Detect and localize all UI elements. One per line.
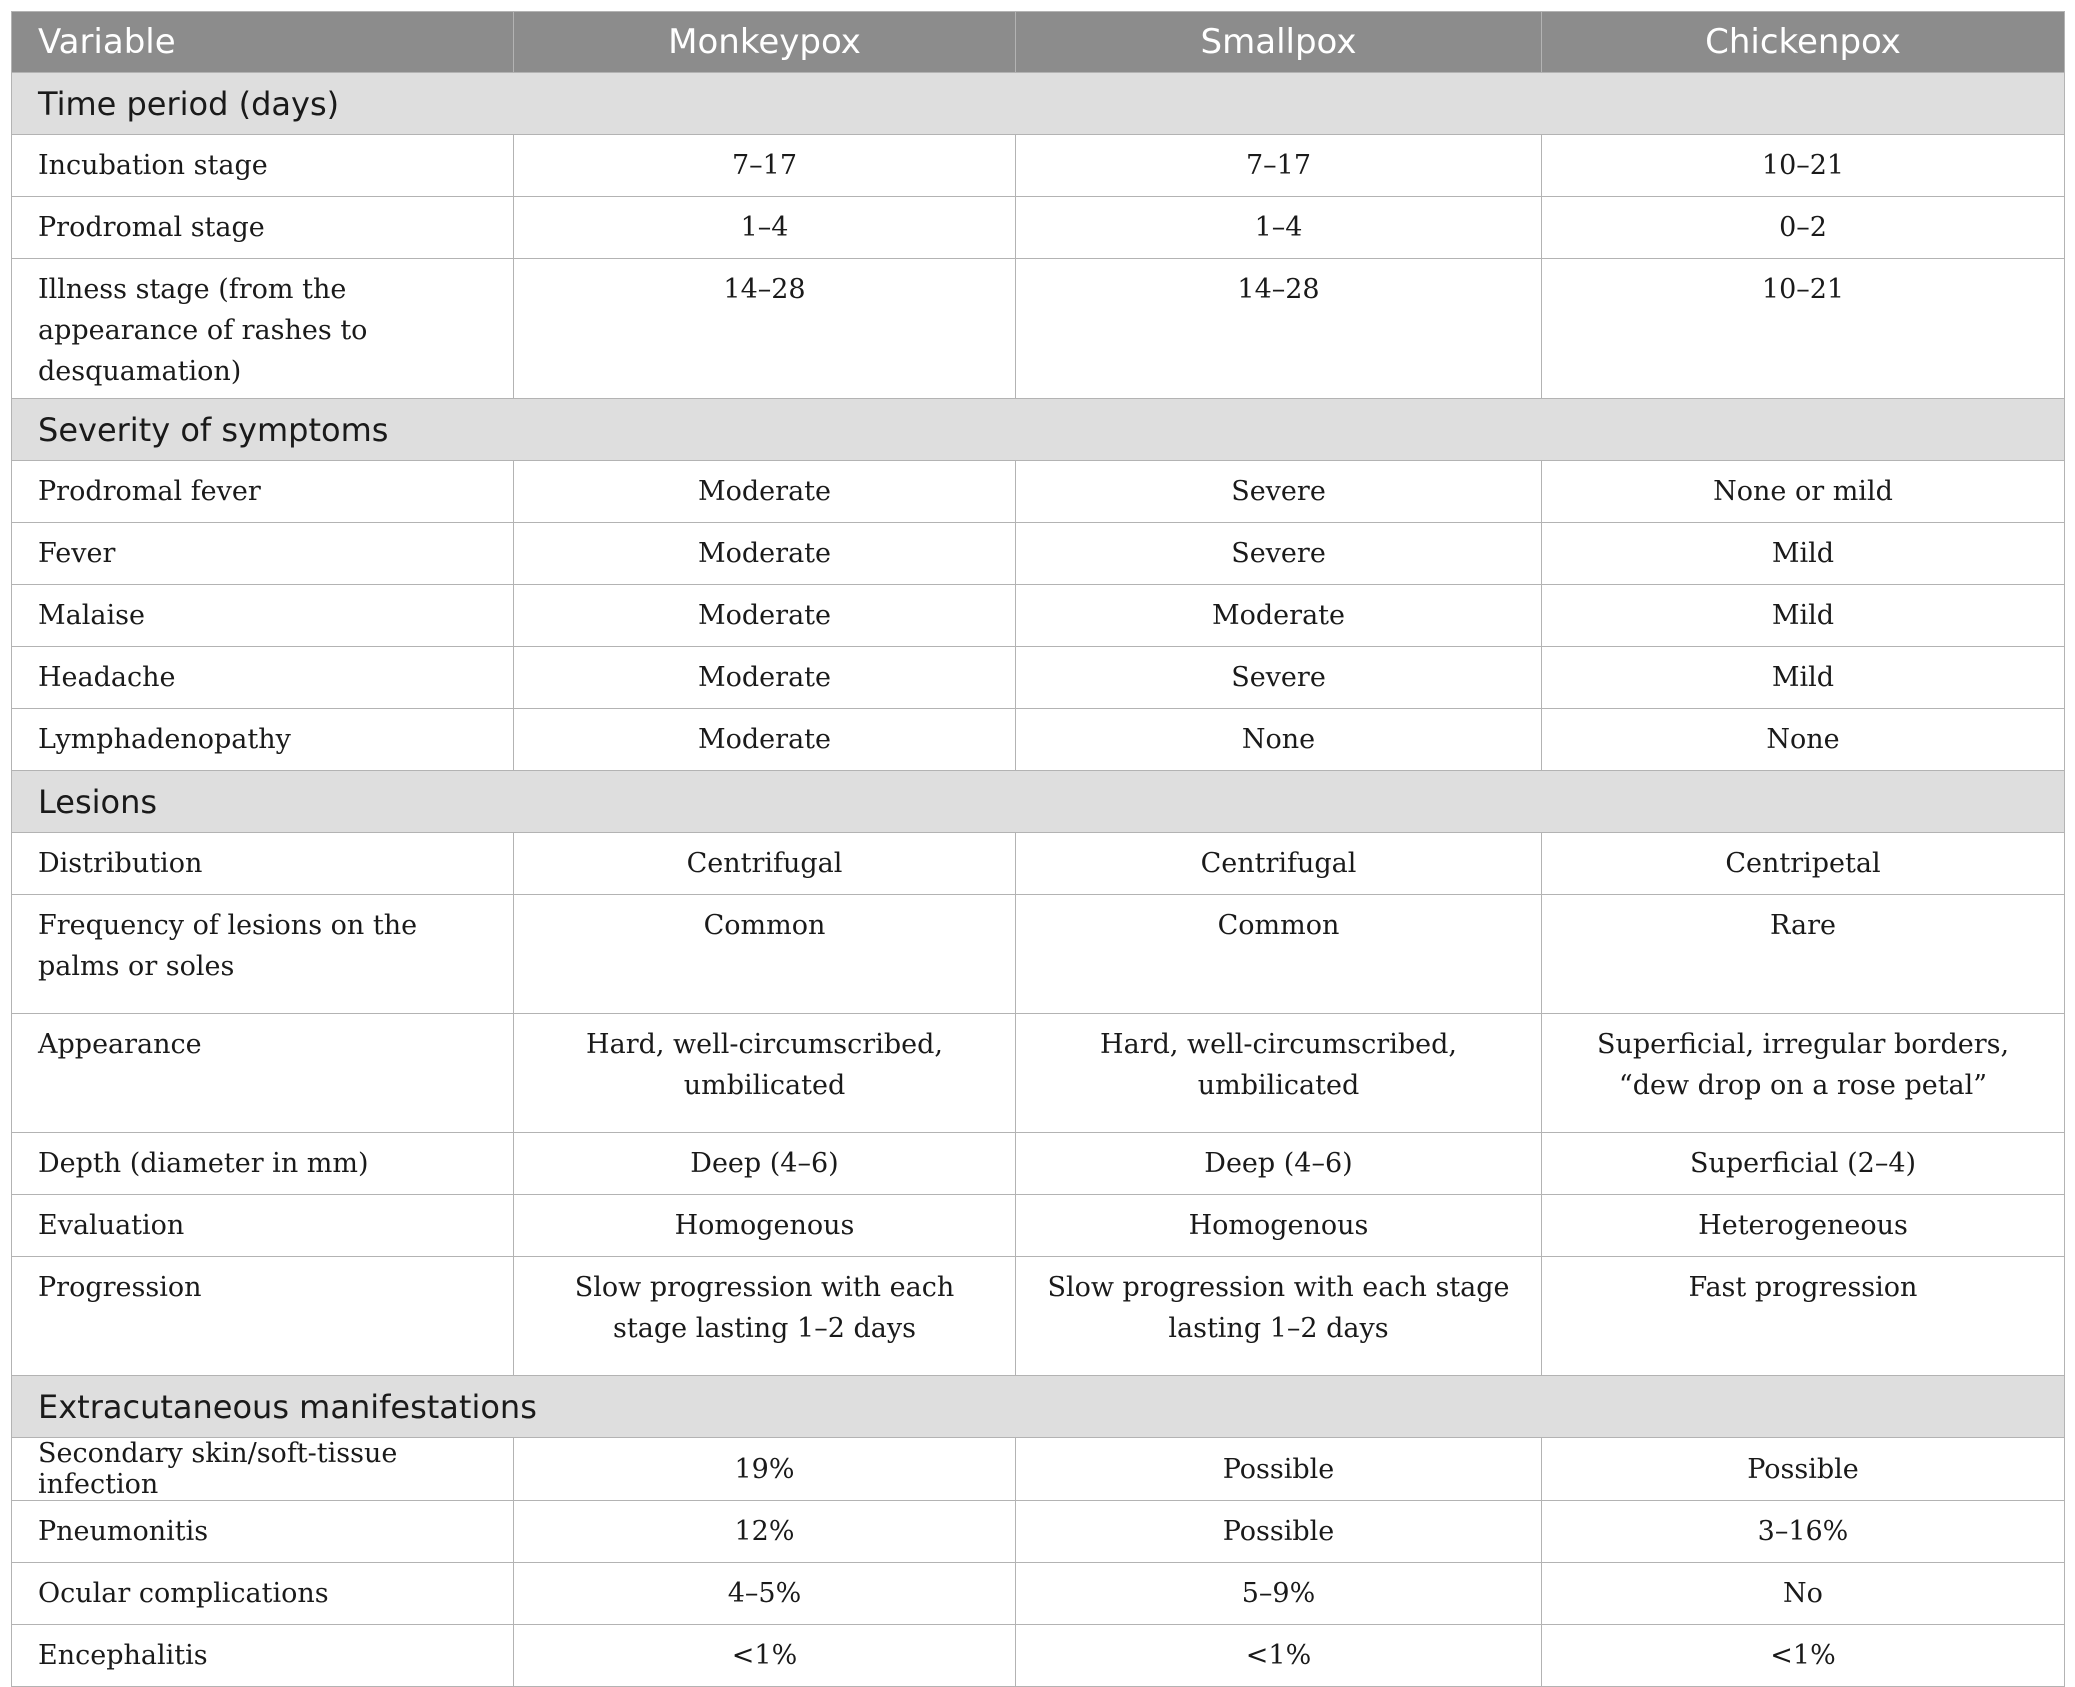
row-label: Fever: [12, 523, 514, 585]
table-row: [12, 1014, 2065, 1133]
cell-chickenpox: Superficial, irregular borders, “dew drop on a rose petal”: [1542, 1014, 2065, 1133]
row-label: Distribution: [12, 833, 514, 895]
table-row: [12, 833, 2065, 895]
row-label: Depth (diameter in mm): [12, 1133, 514, 1195]
cell-chickenpox: Mild: [1542, 647, 2065, 709]
cell-smallpox: Severe: [1016, 461, 1542, 523]
section-row: [12, 73, 2065, 135]
row-label: Secondary skin/soft-tissue infection: [12, 1438, 514, 1501]
comparison-table: [11, 11, 2065, 1687]
header-variable: Variable: [12, 12, 514, 73]
row-label: Illness stage (from the appearance of rashes to desquamation): [12, 259, 514, 399]
cell-smallpox: Slow progression with each stage lasting 1–2 days: [1016, 1257, 1542, 1376]
table-row: [12, 585, 2065, 647]
cell-chickenpox: 3–16%: [1542, 1501, 2065, 1563]
cell-monkeypox: <1%: [514, 1625, 1016, 1687]
row-label: Incubation stage: [12, 135, 514, 197]
cell-smallpox: 14–28: [1016, 259, 1542, 399]
cell-monkeypox: Deep (4–6): [514, 1133, 1016, 1195]
section-title: Time period (days): [12, 73, 2065, 135]
cell-smallpox: Possible: [1016, 1501, 1542, 1563]
table-row: [12, 1438, 2065, 1501]
row-label: Progression: [12, 1257, 514, 1376]
cell-monkeypox: Slow progression with each stage lasting 1–2 days: [514, 1257, 1016, 1376]
cell-monkeypox: Hard, well-circumscribed, umbilicated: [514, 1014, 1016, 1133]
section-title: Lesions: [12, 771, 2065, 833]
table-row: [12, 1563, 2065, 1625]
table-row: [12, 1195, 2065, 1257]
section-row: [12, 771, 2065, 833]
cell-chickenpox: No: [1542, 1563, 2065, 1625]
cell-smallpox: Centrifugal: [1016, 833, 1542, 895]
cell-chickenpox: 10–21: [1542, 259, 2065, 399]
header-monkeypox: Monkeypox: [514, 12, 1016, 73]
cell-smallpox: Severe: [1016, 523, 1542, 585]
table-row: [12, 1501, 2065, 1563]
cell-chickenpox: Rare: [1542, 895, 2065, 1014]
cell-smallpox: Moderate: [1016, 585, 1542, 647]
row-label: Lymphadenopathy: [12, 709, 514, 771]
cell-chickenpox: 0–2: [1542, 197, 2065, 259]
row-label: Frequency of lesions on the palms or soles: [12, 895, 514, 1014]
cell-smallpox: None: [1016, 709, 1542, 771]
cell-smallpox: <1%: [1016, 1625, 1542, 1687]
table-row: [12, 135, 2065, 197]
cell-chickenpox: 10–21: [1542, 135, 2065, 197]
table-row: [12, 895, 2065, 1014]
cell-chickenpox: <1%: [1542, 1625, 2065, 1687]
cell-smallpox: Deep (4–6): [1016, 1133, 1542, 1195]
table-row: [12, 523, 2065, 585]
cell-monkeypox: Common: [514, 895, 1016, 1014]
cell-chickenpox: Mild: [1542, 523, 2065, 585]
cell-smallpox: Hard, well-circumscribed, umbilicated: [1016, 1014, 1542, 1133]
cell-chickenpox: Heterogeneous: [1542, 1195, 2065, 1257]
cell-monkeypox: Homogenous: [514, 1195, 1016, 1257]
cell-smallpox: Possible: [1016, 1438, 1542, 1501]
table-row: [12, 647, 2065, 709]
cell-chickenpox: Fast progression: [1542, 1257, 2065, 1376]
row-label: Evaluation: [12, 1195, 514, 1257]
table-row: [12, 1133, 2065, 1195]
cell-monkeypox: Moderate: [514, 647, 1016, 709]
cell-smallpox: 5–9%: [1016, 1563, 1542, 1625]
row-label: Malaise: [12, 585, 514, 647]
table-row: [12, 709, 2065, 771]
cell-chickenpox: None or mild: [1542, 461, 2065, 523]
cell-monkeypox: 7–17: [514, 135, 1016, 197]
row-label: Headache: [12, 647, 514, 709]
cell-monkeypox: 12%: [514, 1501, 1016, 1563]
row-label: Prodromal fever: [12, 461, 514, 523]
cell-smallpox: Homogenous: [1016, 1195, 1542, 1257]
cell-chickenpox: Centripetal: [1542, 833, 2065, 895]
cell-chickenpox: None: [1542, 709, 2065, 771]
cell-monkeypox: Moderate: [514, 461, 1016, 523]
table-header: [12, 12, 2065, 73]
cell-monkeypox: Moderate: [514, 709, 1016, 771]
row-label: Appearance: [12, 1014, 514, 1133]
header-row: [12, 12, 2065, 73]
table-row: [12, 197, 2065, 259]
section-row: [12, 1376, 2065, 1438]
table-row: [12, 1625, 2065, 1687]
cell-monkeypox: 19%: [514, 1438, 1016, 1501]
row-label: Pneumonitis: [12, 1501, 514, 1563]
header-chickenpox: Chickenpox: [1542, 12, 2065, 73]
header-smallpox: Smallpox: [1016, 12, 1542, 73]
cell-monkeypox: 1–4: [514, 197, 1016, 259]
cell-monkeypox: Moderate: [514, 523, 1016, 585]
row-label: Prodromal stage: [12, 197, 514, 259]
table-body: [12, 73, 2065, 1687]
cell-monkeypox: Moderate: [514, 585, 1016, 647]
row-label: Encephalitis: [12, 1625, 514, 1687]
row-label: Ocular complications: [12, 1563, 514, 1625]
section-title: Severity of symptoms: [12, 399, 2065, 461]
cell-smallpox: Common: [1016, 895, 1542, 1014]
cell-chickenpox: Mild: [1542, 585, 2065, 647]
cell-monkeypox: Centrifugal: [514, 833, 1016, 895]
table-row: [12, 1257, 2065, 1376]
cell-smallpox: 1–4: [1016, 197, 1542, 259]
cell-chickenpox: Possible: [1542, 1438, 2065, 1501]
cell-chickenpox: Superficial (2–4): [1542, 1133, 2065, 1195]
cell-monkeypox: 4–5%: [514, 1563, 1016, 1625]
cell-smallpox: 7–17: [1016, 135, 1542, 197]
cell-smallpox: Severe: [1016, 647, 1542, 709]
section-row: [12, 399, 2065, 461]
table-row: [12, 461, 2065, 523]
table-row: [12, 259, 2065, 399]
section-title: Extracutaneous manifestations: [12, 1376, 2065, 1438]
cell-monkeypox: 14–28: [514, 259, 1016, 399]
